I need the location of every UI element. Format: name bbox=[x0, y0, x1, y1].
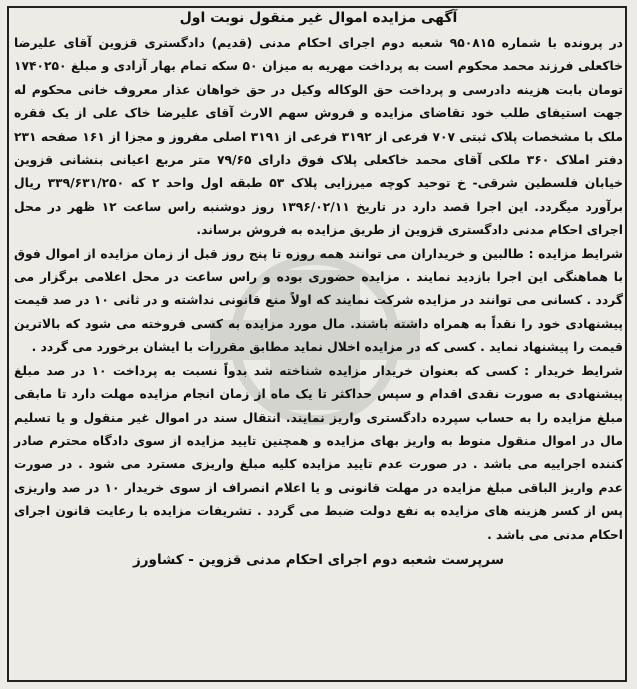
case-paragraph: در پرونده با شماره ۹۵۰۸۱۵ شعبه دوم اجرای احکام مدنی (قدیم) دادگستری قزوین آقای علیرضا خاکعلی فرزند محمد محکوم است به پرداخت مهریه به میزان ۵۰ سکه تمام بهار آزادی و مبلغ ۱۷۴۰۲۵۰ تومان بابت هزینه دادرسی و پرداخت حق الوکاله وکیل در حق خواهان عذار معروف خانی محکوم له جهت استیفای طلب خود تقاضای مزایده و فروش سهم الارث آقای علیرضا خاک علی از یک فقره ملک با مشخصات پلاک ثبتی ۷۰۷ فرعی از ۳۱۹۲ فرعی از ۳۱۹۱ اصلی مفروز و مجزا از ۱۶۱ صفحه ۲۳۱ دفتر املاک ۳۶۰ ملکی آقای محمد خاکعلی پلاک فوق دارای ۷۹/۶۵ متر مربع اعیانی بنشانی قزوین خیابان فلسطین شرقی- خ توحید کوچه میرزایی پلاک ۵۳ طبقه اول واحد ۲ که ۳۳۹/۶۳۱/۲۵۰ ریال برآورد میگردد. این اجرا قصد دارد در تاریخ ۱۳۹۶/۰۲/۱۱ روز دوشنبه راس ساعت ۱۲ ظهر در محل اجرای احکام مدنی دادگستری قزوین از طریق مزایده به فروش برساند. bbox=[14, 36, 623, 238]
auction-conditions-paragraph: شرایط مزایده : طالبین و خریداران می توانند همه روزه تا پنج روز قبل از زمان مزایده از اموال فوق با هماهنگی این اجرا بازدید نمایند . مزایده حضوری بوده و راس ساعت در محل اعلامی برگزار می گردد . کسانی می توانند در مزایده شرکت نمایند که اولاً منع قانونی نداشته و در ثانی ۱۰ در صد قیمت پیشنهادی خود را نقداً به همراه داشته باشند. مال مورد مزایده به کسی فروخته می شود که بالاترین قیمت را پیشنهاد نماید . کسی که در مزایده اخلال نماید مطابق مقررات با ایشان برخورد می گردد . bbox=[14, 246, 623, 355]
buyer-conditions-paragraph: شرایط خریدار : کسی که بعنوان خریدار مزایده شناخته شد بدواً نسبت به پرداخت ۱۰ در صد مبلغ پیشنهادی به صورت نقدی اقدام و سپس حداکثر تا یک ماه از زمان انجام مزایده مهلت دارد تا مابقی مبلغ مزایده را به حساب سپرده دادگستری واریز نمایند. انتقال سند در اموال غیر منقول و یا تسلیم مال در اموال منقول منوط به واریز بهای مزایده و همچنین تایید مزایده از سوی دادگاه محترم صادر کننده اجراییه می باشد . در صورت عدم تایید مزایده کلیه مبلغ واریزی مسترد می شود . در صورت عدم واریز الباقی مبلغ مزایده در مهلت قانونی و یا اعلام انصراف از سوی خریدار ۱۰ در صد واریزی پس از کسر هزینه های مزایده به نفع دولت ضبط می گردد . تشریفات مزایده با رعایت قانون اجرای احکام مدنی می باشد . bbox=[14, 363, 624, 542]
notice-title: آگهی مزایده اموال غیر منقول نوبت اول bbox=[179, 10, 458, 26]
notice-body bbox=[14, 8, 623, 571]
notice-signature: سرپرست شعبه دوم اجرای احکام مدنی قزوین - کشاورز bbox=[133, 551, 504, 568]
